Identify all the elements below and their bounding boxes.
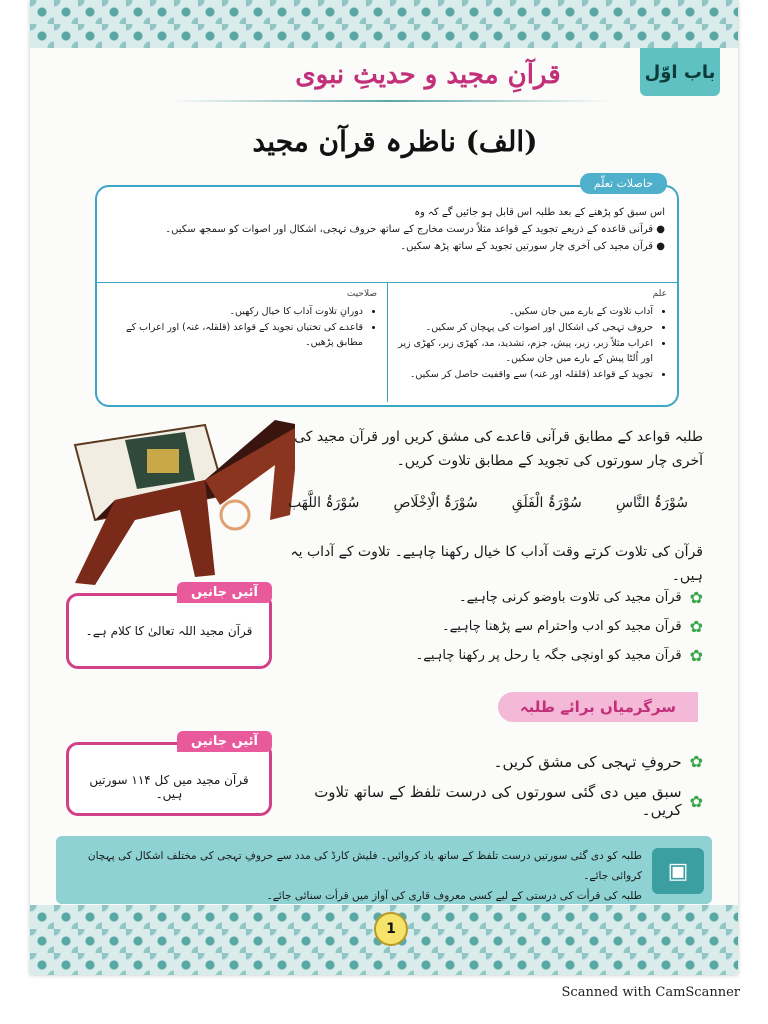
flower-bullet-icon: ✿ bbox=[689, 791, 703, 811]
surah-name: سُوْرَۃُ الْاِخْلَاصِ bbox=[393, 495, 478, 511]
learning-outcomes-box bbox=[95, 177, 679, 407]
teacher-note-bar bbox=[56, 836, 712, 904]
title-divider bbox=[170, 100, 610, 102]
flower-bullet-icon: ✿ bbox=[689, 646, 703, 665]
skill-column bbox=[107, 287, 377, 351]
sub-title: (الف) ناظرہ قرآن مجید bbox=[252, 125, 538, 158]
flower-bullet-icon: ✿ bbox=[689, 752, 703, 771]
knowledge-item: • حروف تہجی کی اشکال اور اصوات کی پہچان کر سکیں۔ bbox=[397, 320, 653, 335]
teacher-note-line: طلبہ کی قرأت کی درستی کے لیے کسی معروف قاری کی آواز میں قرأت سنائی جائے۔ bbox=[266, 890, 642, 902]
teacher-board-icon: ▣ bbox=[652, 848, 704, 894]
etiquette-rules bbox=[403, 588, 703, 675]
knowledge-item: • تجوید کے قواعد (قلقلہ اور غنہ) سے واقفیت حاصل کر سکیں۔ bbox=[397, 367, 653, 382]
skill-heading: صلاحیت bbox=[346, 289, 377, 299]
flower-bullet-icon: ✿ bbox=[689, 588, 703, 607]
skill-item: • قاعدے کی تختیاں تجوید کے قواعد (قلقلہ، غنہ) اور اعراب کے مطابق پڑھیں۔ bbox=[107, 320, 363, 350]
learning-outcomes-badge: حاصلات تعلّم bbox=[580, 173, 667, 194]
outcomes-intro bbox=[115, 207, 665, 258]
outcomes-intro-text: اس سبق کو پڑھنے کے بعد طلبہ اس قابل ہو جائیں گے کہ وہ bbox=[414, 207, 665, 218]
activity-item: ✿ سبق میں دی گئی سورتوں کی درست تلفظ کے ساتھ تلاوت کریں۔ bbox=[314, 783, 703, 819]
did-you-know-text: قرآن مجید اللہ تعالیٰ کا کلام ہے۔ bbox=[85, 624, 253, 638]
textbook-page bbox=[30, 0, 738, 975]
outcome-point: ● قرآن مجید کی آخری چار سورتیں تجوید کے ساتھ پڑھ سکیں۔ bbox=[400, 241, 665, 252]
did-you-know-box bbox=[66, 585, 272, 669]
quran-rehal-illustration bbox=[55, 405, 295, 585]
flower-bullet-icon: ✿ bbox=[689, 617, 703, 636]
did-you-know-box bbox=[66, 734, 272, 816]
etiquette-intro: قرآن کی تلاوت کرتے وقت آداب کا خیال رکھنا چاہیے۔ تلاوت کے آداب یہ ہیں۔ bbox=[290, 544, 703, 584]
surah-name: سُوْرَۃُ النَّاسِ bbox=[615, 495, 688, 511]
lesson-intro: طلبہ قواعد کے مطابق قرآنی قاعدے کی مشق کریں اور قرآن مجید کی آخری چار سورتوں کی تجوید کے مطابق تلاوت کریں۔ bbox=[294, 429, 703, 469]
did-you-know-text: قرآن مجید میں کل ۱۱۴ سورتیں ہیں۔ bbox=[89, 773, 249, 801]
skill-item: • دورانِ تلاوت آداب کا خیال رکھیں۔ bbox=[107, 304, 363, 319]
surah-name: سُوْرَۃُ الْفَلَقِ bbox=[511, 495, 582, 511]
chapter-tab: باب اوّل bbox=[640, 48, 720, 96]
knowledge-item: • آداب تلاوت کے بارے میں جان سکیں۔ bbox=[397, 304, 653, 319]
activities-list bbox=[283, 752, 703, 831]
outcomes-column-divider bbox=[387, 282, 388, 402]
activities-tag: سرگرمیاں برائے طلبہ bbox=[498, 692, 698, 722]
surah-list bbox=[288, 495, 688, 511]
scanner-watermark: Scanned with CamScanner bbox=[561, 985, 740, 1000]
knowledge-item: • اعراب مثلاً زبر، زیر، پیش، جزم، تشدید، مد، کھڑی زبر، کھڑی زیر اور اُلٹا پیش کے بارے میں جان سکیں۔ bbox=[397, 336, 653, 366]
etiquette-rule: ✿ قرآن مجید کو اونچی جگہ یا رحل پر رکھنا چاہیے۔ bbox=[415, 646, 703, 665]
knowledge-column bbox=[397, 287, 667, 383]
activity-item: ✿ حروفِ تہجی کی مشق کریں۔ bbox=[493, 752, 703, 771]
surah-name: سُوْرَۃُ اللَّھَب bbox=[288, 495, 360, 511]
teacher-note-line: طلبہ کو دی گئی سورتیں درست تلفظ کے ساتھ یاد کروائیں۔ فلیش کارڈ کی مدد سے حروفِ تہجی کی مختلف اشکال کی پہچان کروائی جائے۔ bbox=[87, 850, 642, 882]
knowledge-heading: علم bbox=[652, 289, 667, 299]
did-you-know-tag: آئیں جانیں bbox=[177, 582, 272, 603]
teacher-note-text bbox=[72, 846, 642, 906]
page-number: 1 bbox=[374, 912, 408, 946]
did-you-know-tag: آئیں جانیں bbox=[177, 731, 272, 752]
main-title: قرآنِ مجید و حدیثِ نبوی bbox=[295, 60, 561, 90]
outcome-point: ● قرآنی قاعدہ کے ذریعے تجوید کے قواعد مثلاً درست مخارج کے ساتھ حروف تہجی، اشکال اور اصوات کو سمجھ سکیں۔ bbox=[165, 224, 665, 235]
etiquette-rule: ✿ قرآن مجید کو ادب واحترام سے پڑھنا چاہیے۔ bbox=[441, 617, 703, 636]
top-pattern-border bbox=[30, 0, 738, 48]
etiquette-rule: ✿ قرآن مجید کی تلاوت باوضو کرنی چاہیے۔ bbox=[459, 588, 703, 607]
